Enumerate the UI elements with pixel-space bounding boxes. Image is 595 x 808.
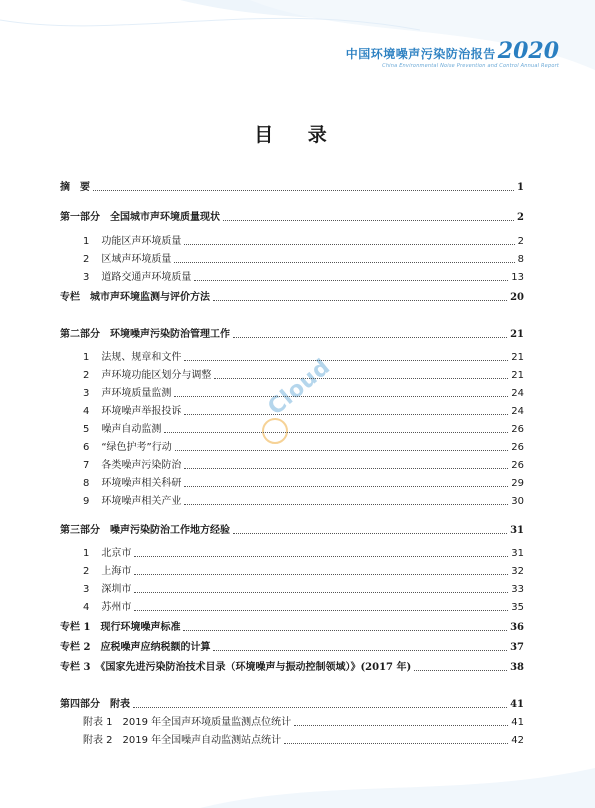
toc-leader-dots: [184, 503, 508, 505]
toc-entry-page-number: 1: [517, 182, 524, 193]
toc-entry-page-number: 32: [511, 566, 524, 577]
toc-entry-label: 环境噪声相关产业: [101, 496, 182, 507]
toc-leader-dots: [134, 591, 508, 593]
toc-leader-dots: [134, 573, 508, 575]
toc-entry-page-number: 42: [511, 735, 524, 746]
toc-entry-label: 第三部分 噪声污染防治工作地方经验: [60, 525, 230, 536]
toc-entry[interactable]: [83, 386, 524, 400]
report-year: 2020: [497, 38, 559, 64]
toc-entry-label: 上海市: [101, 566, 132, 577]
toc-entry[interactable]: [60, 697, 524, 711]
toc-entry-page-number: 31: [510, 525, 524, 536]
toc-entry[interactable]: [60, 210, 524, 224]
toc-entry[interactable]: [83, 270, 524, 284]
toc-entry-number: 4: [83, 406, 90, 417]
toc-entry[interactable]: [83, 600, 524, 614]
toc-entry[interactable]: [83, 476, 524, 490]
toc-entry-page-number: 20: [510, 292, 524, 303]
toc-entry[interactable]: [60, 290, 524, 304]
toc-leader-dots: [93, 189, 514, 191]
toc-entry-page-number: 2: [517, 236, 524, 247]
toc-leader-dots: [184, 485, 508, 487]
toc-entry[interactable]: [83, 252, 524, 266]
toc-entry-label: 区域声环境质量: [101, 254, 172, 265]
watermark-text: Cloud: [263, 354, 336, 421]
toc-leader-dots: [184, 243, 514, 245]
toc-leader-dots: [164, 431, 508, 433]
toc-entry-label: 附表 2 2019 年全国噪声自动监测站点统计: [83, 735, 282, 746]
toc-entry-label: 声环境功能区划分与调整: [101, 370, 212, 381]
toc-entry-page-number: 26: [511, 424, 524, 435]
toc-leader-dots: [214, 377, 508, 379]
toc-entry-label: 噪声自动监测: [101, 424, 162, 435]
toc-leader-dots: [233, 532, 507, 534]
toc-entry-page-number: 41: [510, 699, 524, 710]
toc-entry-label: 专栏 1 现行环境噪声标准: [60, 622, 181, 633]
toc-entry-page-number: 36: [510, 622, 524, 633]
toc-entry-number: 2: [83, 566, 90, 577]
toc-entry[interactable]: [60, 327, 524, 341]
toc-entry-page-number: 37: [510, 642, 524, 653]
toc-entry-page-number: 24: [511, 406, 524, 417]
toc-leader-dots: [233, 336, 507, 338]
toc-entry-page-number: 41: [511, 717, 524, 728]
toc-entry-label: 深圳市: [101, 584, 132, 595]
toc-entry-page-number: 29: [511, 478, 524, 489]
toc-entry-label: 第二部分 环境噪声污染防治管理工作: [60, 329, 230, 340]
toc-leader-dots: [134, 555, 508, 557]
toc-entry-number: 7: [83, 460, 90, 471]
toc-leader-dots: [174, 261, 514, 263]
toc-entry[interactable]: [60, 620, 524, 634]
toc-entry-page-number: 21: [511, 352, 524, 363]
toc-entry-label: 专栏 2 应税噪声应纳税额的计算: [60, 642, 211, 653]
toc-entry-number: 1: [83, 236, 90, 247]
toc-entry-page-number: 38: [510, 662, 524, 673]
toc-entry[interactable]: [60, 660, 524, 674]
toc-entry-label: 环境噪声举报投诉: [101, 406, 182, 417]
report-title-cn: 中国环境噪声污染防治报告: [345, 47, 496, 61]
toc-leader-dots: [213, 299, 507, 301]
toc-entry-page-number: 13: [511, 272, 524, 283]
toc-entry-page-number: 21: [510, 329, 524, 340]
toc-entry-label: 声环境质量监测: [101, 388, 172, 399]
toc-entry[interactable]: [83, 494, 524, 508]
toc-leader-dots: [183, 629, 507, 631]
toc-entry[interactable]: [83, 404, 524, 418]
toc-leader-dots: [414, 669, 507, 671]
toc-entry[interactable]: [83, 733, 524, 747]
toc-entry[interactable]: [83, 564, 524, 578]
toc-entry-number: 1: [83, 548, 90, 559]
toc-entry-page-number: 31: [511, 548, 524, 559]
toc-entry[interactable]: [83, 715, 524, 729]
toc-entry-label: 苏州市: [101, 602, 132, 613]
toc-entry[interactable]: [83, 440, 524, 454]
toc-leader-dots: [134, 609, 508, 611]
toc-entry-label: 北京市: [101, 548, 132, 559]
toc-entry-label: 功能区声环境质量: [101, 236, 182, 247]
toc-entry-page-number: 21: [511, 370, 524, 381]
toc-leader-dots: [184, 467, 508, 469]
toc-entry-page-number: 33: [511, 584, 524, 595]
toc-entry-label: 摘 要: [60, 182, 90, 193]
toc-leader-dots: [294, 724, 508, 726]
toc-leader-dots: [284, 742, 508, 744]
toc-entry[interactable]: [60, 640, 524, 654]
toc-entry-label: 第四部分 附表: [60, 699, 130, 710]
toc-entry-page-number: 8: [517, 254, 524, 265]
report-title: [346, 38, 559, 64]
toc-entry-page-number: 35: [511, 602, 524, 613]
toc-entry-number: 5: [83, 424, 90, 435]
toc-entry[interactable]: [83, 582, 524, 596]
decorative-wave-bottom: [0, 748, 595, 808]
toc-leader-dots: [213, 649, 507, 651]
toc-leader-dots: [174, 395, 508, 397]
toc-entry-label: 专栏 城市声环境监测与评价方法: [60, 292, 210, 303]
toc-entry-number: 2: [83, 370, 90, 381]
toc-leader-dots: [133, 706, 507, 708]
toc-leader-dots: [184, 359, 508, 361]
toc-entry-number: 4: [83, 602, 90, 613]
toc-entry-label: 第一部分 全国城市声环境质量现状: [60, 212, 220, 223]
toc-entry-label: 附表 1 2019 年全国声环境质量监测点位统计: [83, 717, 292, 728]
toc-entry-number: 6: [83, 442, 90, 453]
toc-entry[interactable]: [83, 458, 524, 472]
toc-entry-page-number: 24: [511, 388, 524, 399]
toc-entry-label: 专栏 3 《国家先进污染防治技术目录（环境噪声与振动控制领域）》(2017 年): [60, 662, 412, 673]
toc-entry-page-number: 30: [511, 496, 524, 507]
toc-entry[interactable]: [83, 350, 524, 364]
toc-entry-number: 1: [83, 352, 90, 363]
toc-entry[interactable]: [60, 180, 524, 194]
toc-entry-page-number: 26: [511, 460, 524, 471]
toc-entry-number: 8: [83, 478, 90, 489]
toc-leader-dots: [175, 449, 509, 451]
toc-entry-page-number: 26: [511, 442, 524, 453]
toc-entry-label: 道路交通声环境质量: [101, 272, 192, 283]
toc-entry[interactable]: [83, 368, 524, 382]
toc-entry[interactable]: [83, 234, 524, 248]
toc-entry-number: 3: [83, 388, 90, 399]
toc-entry-number: 2: [83, 254, 90, 265]
toc-entry-label: 环境噪声相关科研: [101, 478, 182, 489]
toc-entry[interactable]: [83, 422, 524, 436]
toc-leader-dots: [194, 279, 508, 281]
toc-entry[interactable]: [60, 523, 524, 537]
toc-entry[interactable]: [83, 546, 524, 560]
toc-entry-number: 3: [83, 272, 90, 283]
toc-entry-label: 各类噪声污染防治: [101, 460, 182, 471]
toc-leader-dots: [184, 413, 508, 415]
toc-entry-label: 法规、规章和文件: [101, 352, 182, 363]
report-header: [346, 38, 559, 69]
toc-entry-number: 3: [83, 584, 90, 595]
report-title-en: China Environmental Noise Prevention and Control Annual Report: [382, 63, 559, 69]
toc-leader-dots: [223, 219, 514, 221]
toc-title: 目 录: [254, 124, 341, 146]
toc-entry-label: “绿色护考”行动: [101, 442, 172, 453]
toc-entry-page-number: 2: [517, 212, 524, 223]
toc-entry-number: 9: [83, 496, 90, 507]
